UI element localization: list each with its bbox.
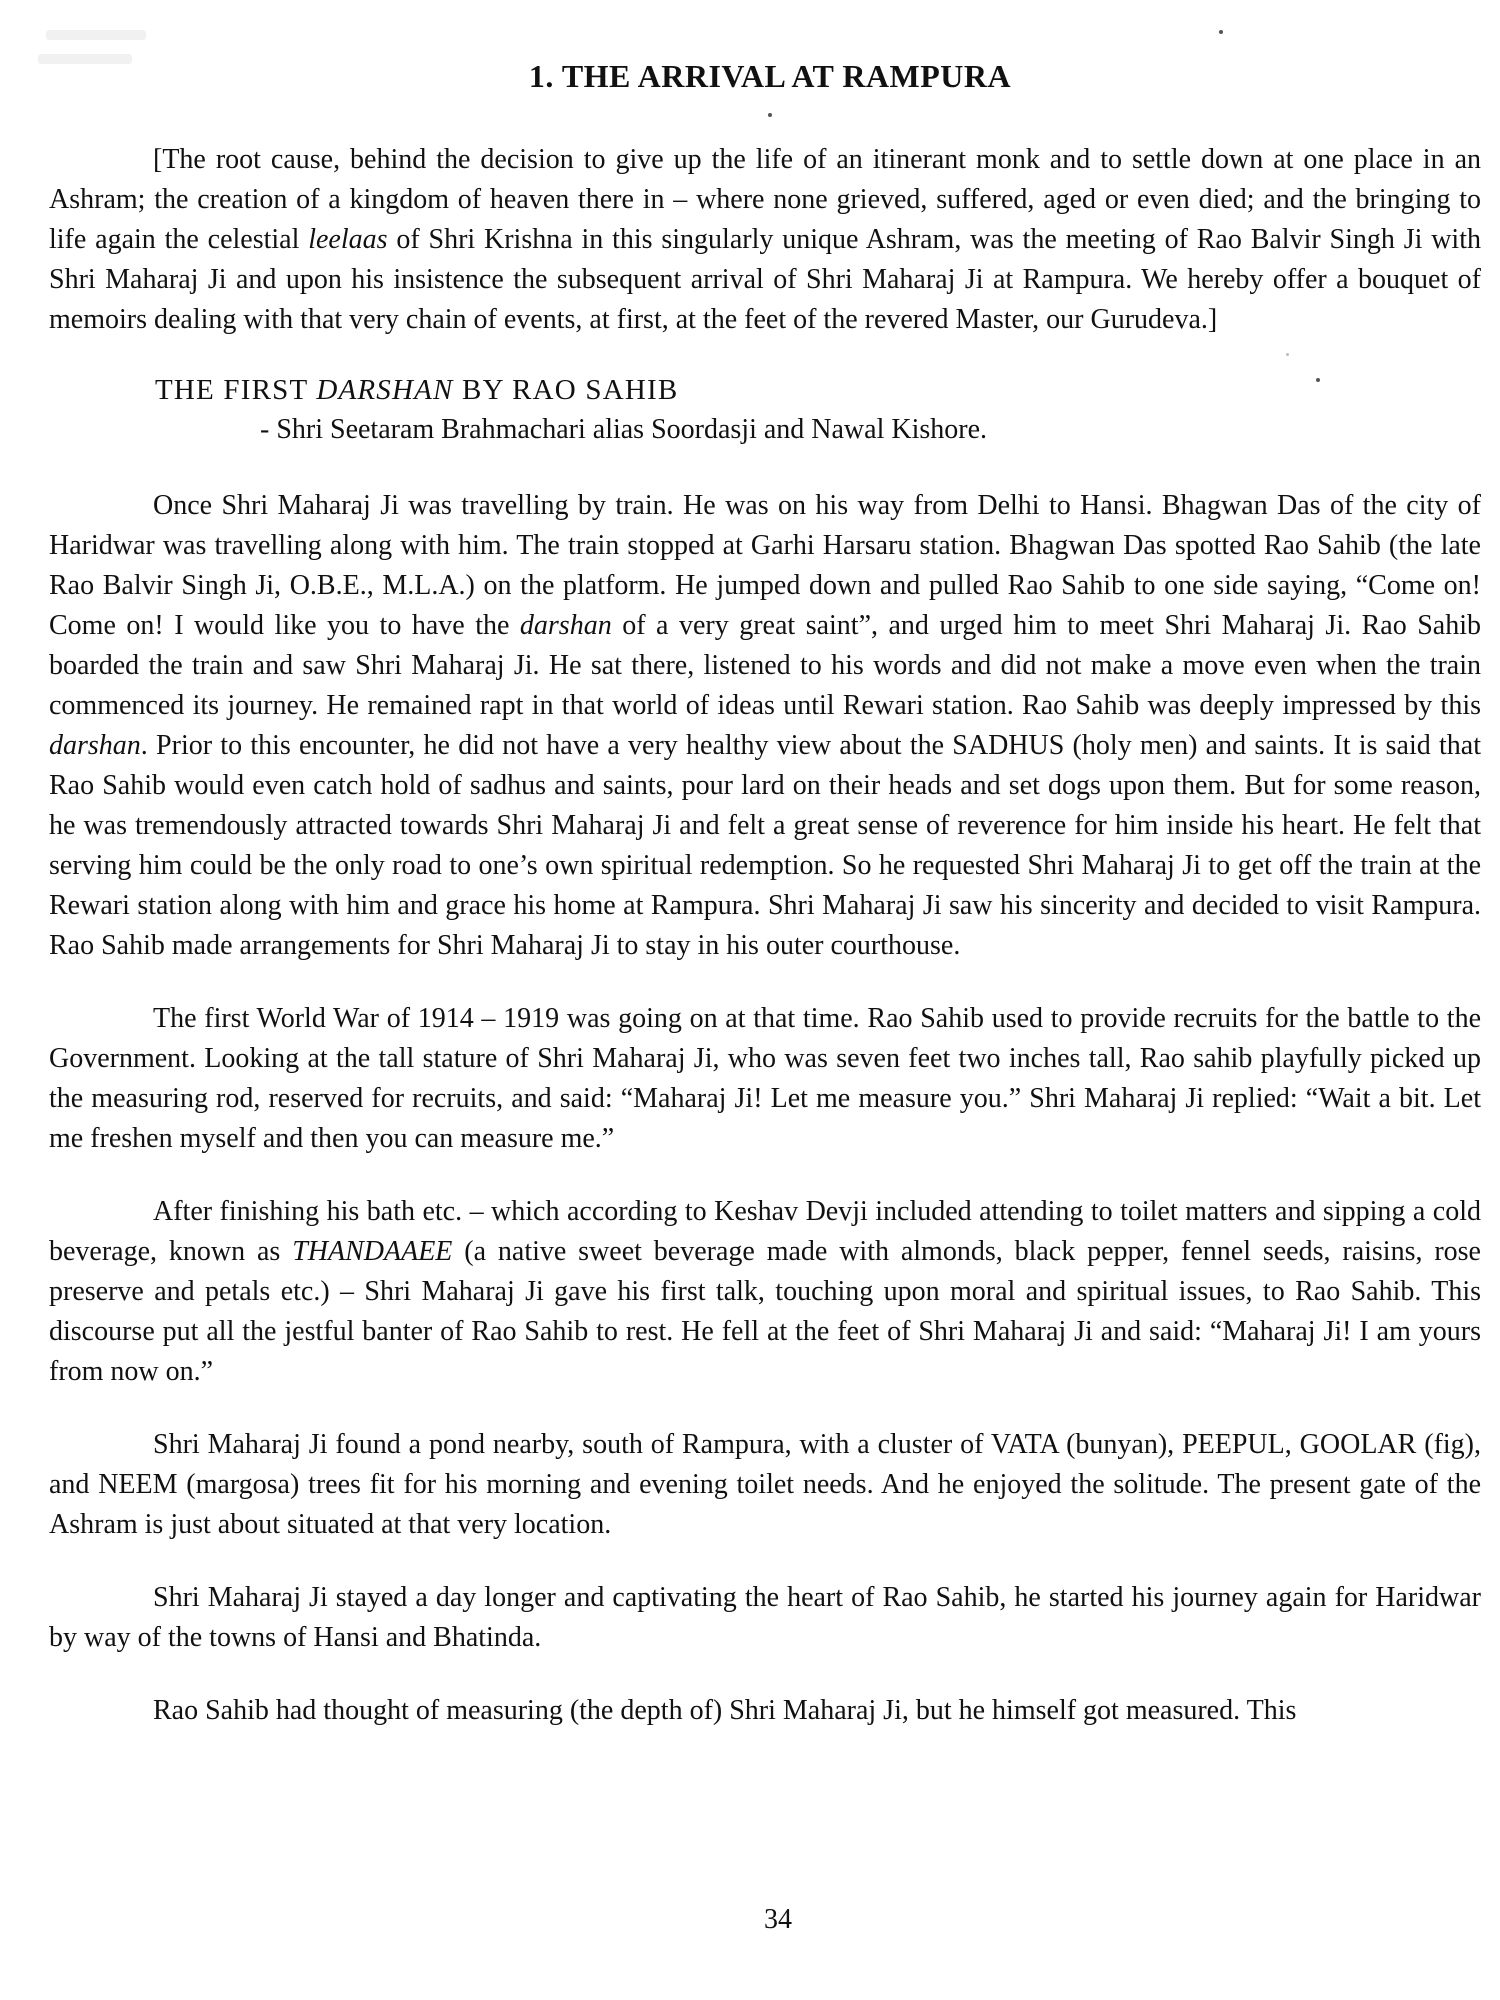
- chapter-title: 1. THE ARRIVAL AT RAMPURA: [528, 58, 1012, 94]
- para-text-part: . Prior to this encounter, he did not have a very healthy view about the SADHUS (holy men) and saints. It is said that Rao Sahib would even catch hold of sadhus and saints, pour lard on their heads and set dogs upon them. But for some reason, he was tremendously attracted towards Shri Maharaj Ji and felt a great sense of reverence for him inside his heart. He felt that serving him could be the only road to one’s own spiritual redemption. So he requested Shri Maharaj Ji to get off the train at the Rewari station along with him and grace his home at Rampura. Shri Maharaj Ji saw his sincerity and decided to visit Rampura. Rao Sahib made arrangements for Shri Maharaj Ji to stay in his outer courthouse.: [49, 730, 1481, 961]
- page-number: 34: [764, 1904, 792, 1935]
- para-text-part: After finishing his bath etc. – which according to Keshav Devji included attending to toilet matters and sipping a cold beverage, known as: [49, 1196, 1481, 1267]
- heading-italic-term: DARSHAN: [316, 374, 454, 406]
- section-attribution: - Shri Seetaram Brahmachari alias Soordasji and Nawal Kishore.: [260, 414, 988, 445]
- intro-paragraph: [49, 140, 1481, 340]
- para-text-part: (a native sweet beverage made with almonds, black pepper, fennel seeds, raisins, rose preserve and petals etc.) – Shri Maharaj Ji gave his first talk, touching upon moral and spiritual issues, to Rao Sahib. This discourse put all the jestful banter of Rao Sahib to rest. He fell at the feet of Shri Maharaj Ji and said: “Maharaj Ji! I am yours from now on.”: [49, 1236, 1481, 1387]
- body-paragraph: The first World War of 1914 – 1919 was going on at that time. Rao Sahib used to provide recruits for the battle to the Government. Looking at the tall stature of Shri Maharaj Ji, who was seven feet two inches tall, Rao sahib playfully picked up the measuring rod, reserved for recruits, and said: “Maharaj Ji! Let me measure you.” Shri Maharaj Ji replied: “Wait a bit. Let me freshen myself and then you can measure me.”: [49, 1003, 1481, 1154]
- heading-text-part: BY RAO SAHIB: [453, 374, 679, 406]
- para-italic-term: THANDAAEE: [292, 1236, 453, 1267]
- section-heading: [155, 370, 1481, 410]
- intro-text-part: [The root cause, behind the decision to give up the life of an itinerant monk and to settle down at one place in an Ashram; the creation of a kingdom of heaven there in – where none grieved, suffered, aged or even died; and the bringing to life again the celestial: [49, 144, 1481, 255]
- intro-italic-term: leelaas: [308, 224, 388, 255]
- body-paragraph: Rao Sahib had thought of measuring (the depth of) Shri Maharaj Ji, but he himself got measured. This: [153, 1695, 1297, 1726]
- body-paragraph: Shri Maharaj Ji found a pond nearby, south of Rampura, with a cluster of VATA (bunyan), PEEPUL, GOOLAR (fig), and NEEM (margosa) trees fit for his morning and evening toilet needs. And he enjoyed the solitude. The present gate of the Ashram is just about situated at that very location.: [49, 1429, 1481, 1540]
- body-paragraph: Shri Maharaj Ji stayed a day longer and captivating the heart of Rao Sahib, he started his journey again for Haridwar by way of the towns of Hansi and Bhatinda.: [49, 1582, 1481, 1653]
- heading-text-part: THE FIRST: [155, 374, 317, 406]
- para-italic-term: darshan: [519, 610, 612, 641]
- scan-speck: [768, 113, 772, 117]
- para-italic-term: darshan: [49, 730, 141, 761]
- para-text-part: Once Shri Maharaj Ji was travelling by train. He was on his way from Delhi to Hansi. Bhagwan Das of the city of Haridwar was travelling along with him. The train stopped at Garhi Harsaru station. Bhagwan Das spotted Rao Sahib (the late Rao Balvir Singh Ji, O.B.E., M.L.A.) on the platform. He jumped down and pulled Rao Sahib to one side saying, “Come on! Come on! I would like you to have the: [49, 490, 1481, 641]
- scan-speck: [1219, 30, 1223, 34]
- page-body: [49, 140, 1481, 1764]
- bleed-through-line: [46, 30, 146, 40]
- intro-text-part: of Shri Krishna in this singularly unique Ashram, was the meeting of Rao Balvir Singh Ji with Shri Maharaj Ji and upon his insistence the subsequent arrival of Shri Maharaj Ji at Rampura. We hereby offer a bouquet of memoirs dealing with that very chain of events, at first, at the feet of the revered Master, our Gurudeva.]: [49, 224, 1481, 335]
- body-paragraph: [49, 1192, 1481, 1392]
- body-paragraph: [49, 486, 1481, 966]
- para-text-part: of a very great saint”, and urged him to meet Shri Maharaj Ji. Rao Sahib boarded the train and saw Shri Maharaj Ji. He sat there, listened to his words and did not make a move even when the train commenced its journey. He remained rapt in that world of ideas until Rewari station. Rao Sahib was deeply impressed by this: [49, 610, 1481, 721]
